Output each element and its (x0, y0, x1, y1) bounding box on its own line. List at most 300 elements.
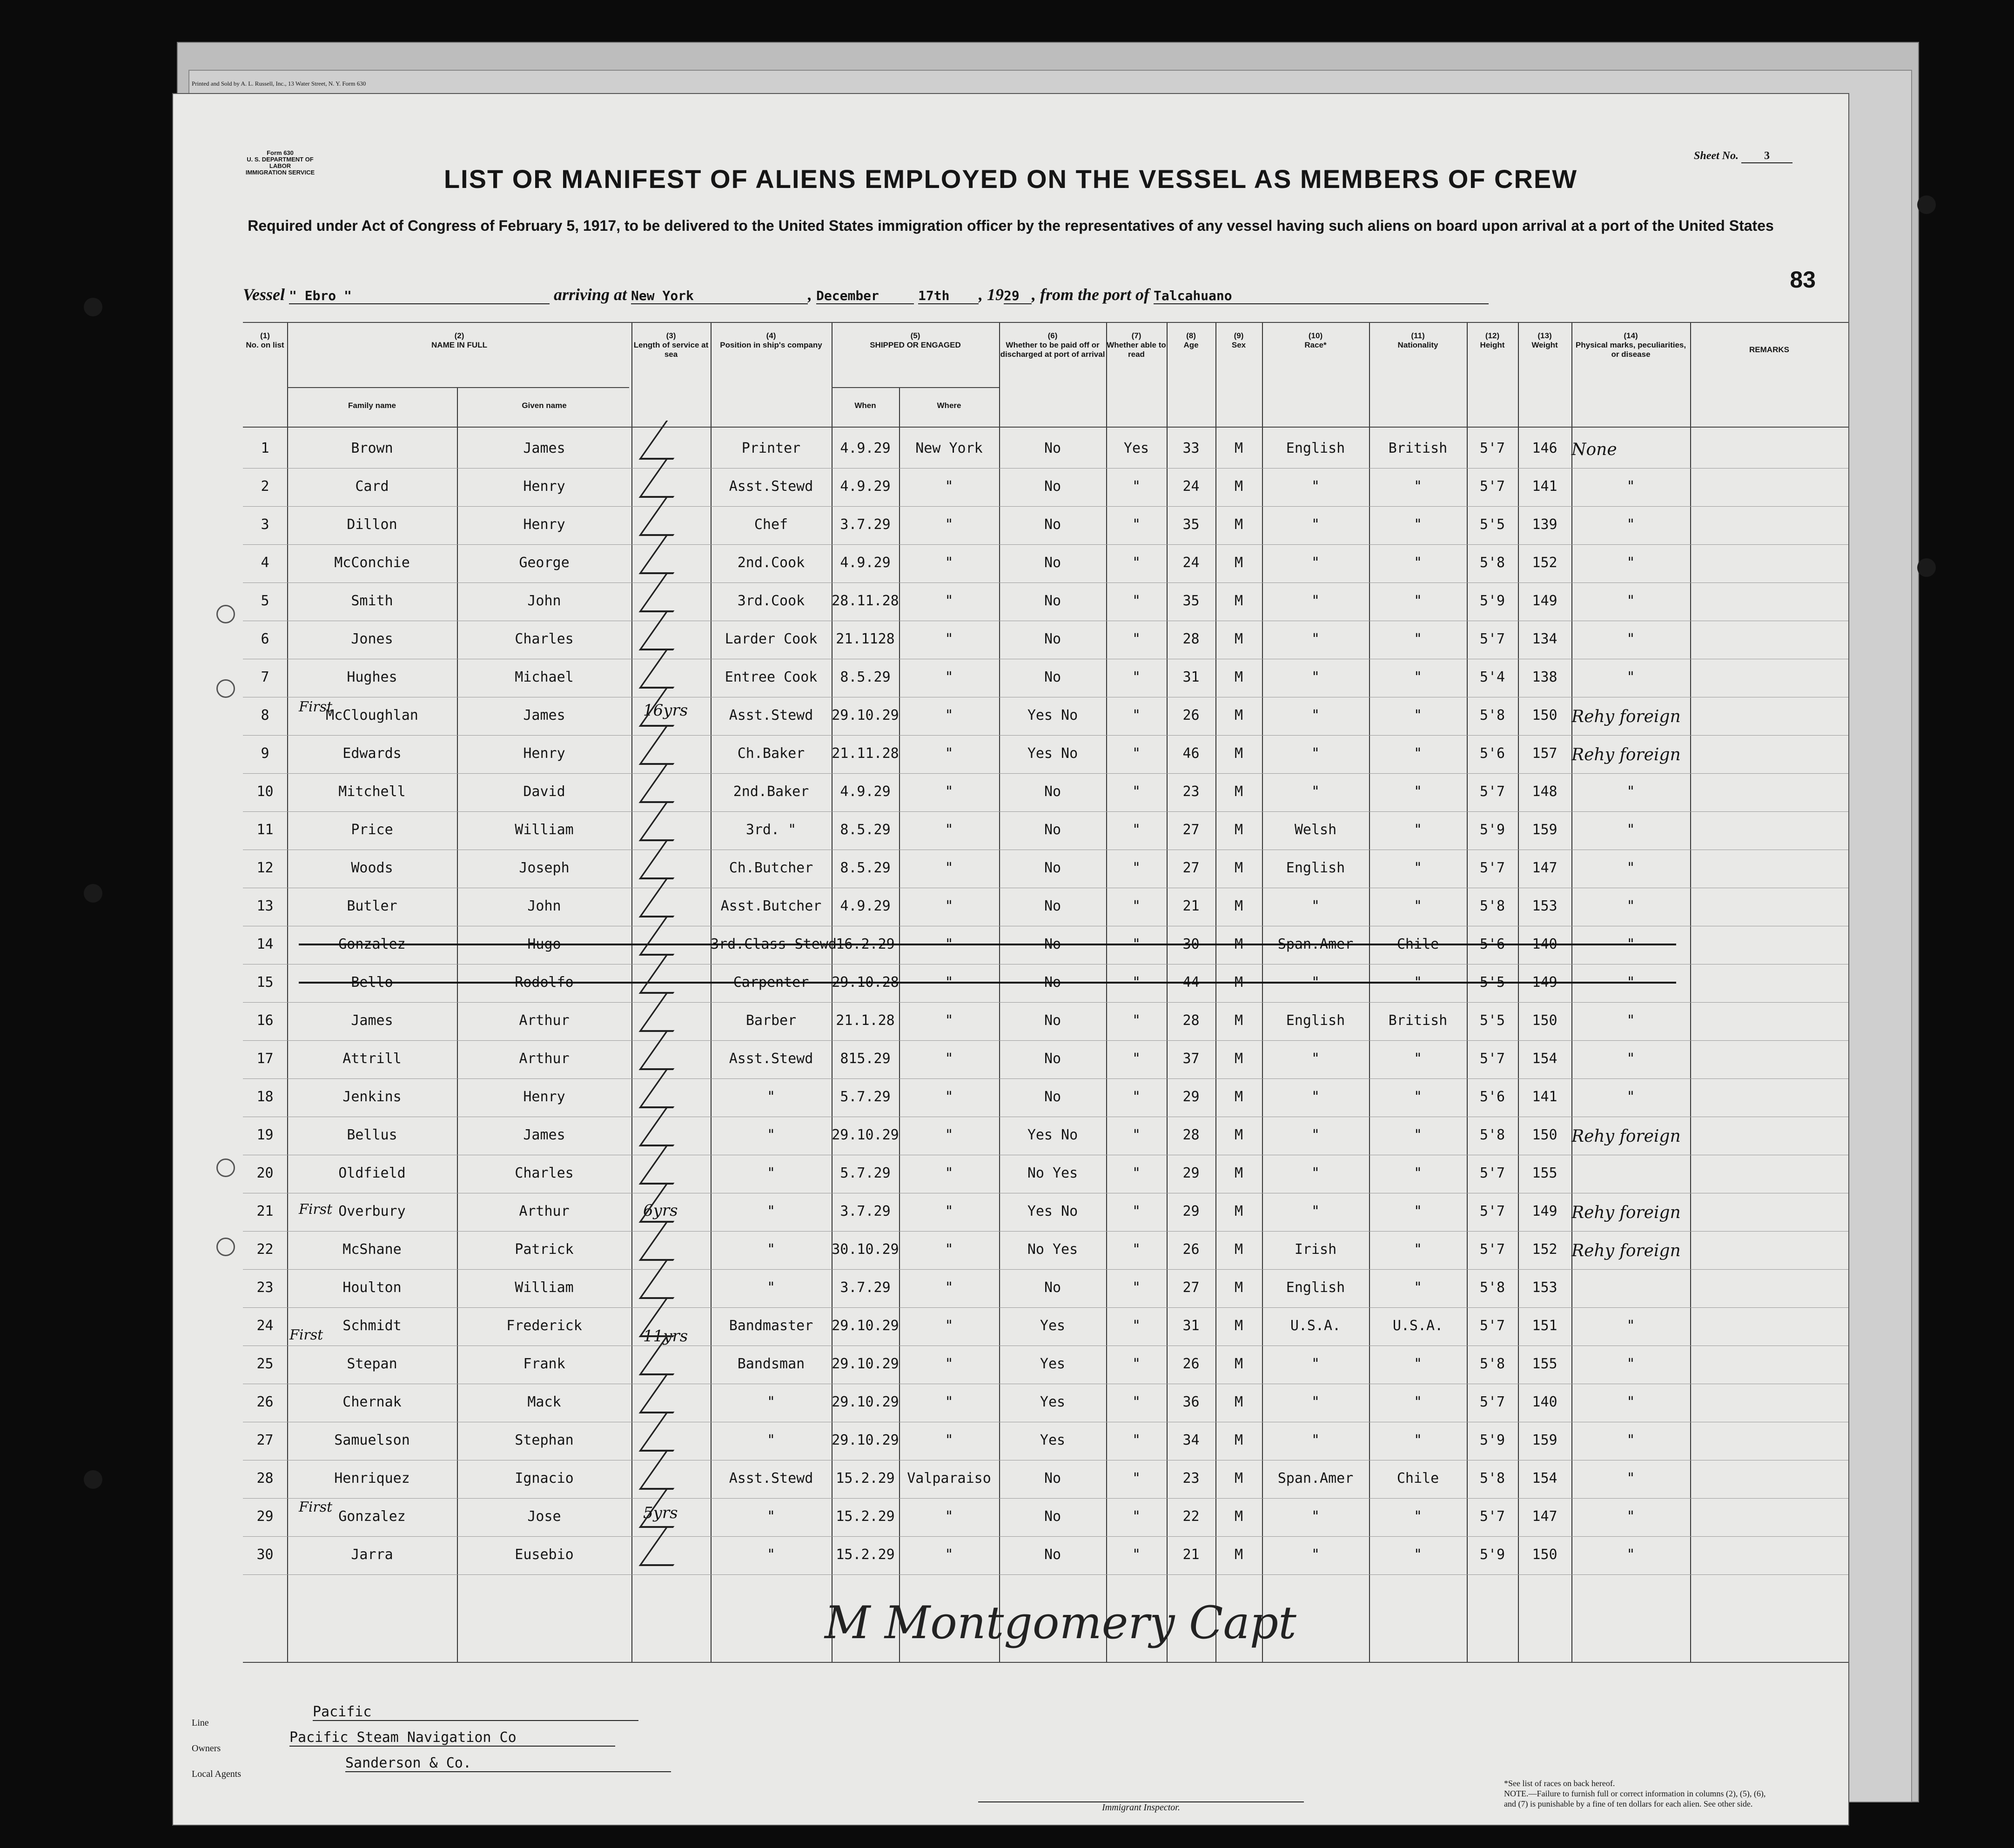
row-number-cell: 14 (256, 936, 274, 952)
first-mark-19: First (299, 1201, 333, 1218)
col-header-height: (12) Height (1480, 331, 1505, 349)
weight-cell: 150 (1532, 1547, 1557, 1563)
paid-off-cell: No (1044, 1089, 1061, 1105)
table-row (243, 735, 1848, 774)
sex-cell: M (1234, 1051, 1243, 1067)
weight-cell: 146 (1532, 440, 1557, 456)
able-to-read-cell: " (1132, 1432, 1141, 1448)
row-number-cell: 9 (261, 745, 269, 762)
age-cell: 46 (1182, 745, 1200, 762)
shipped-where-cell: " (945, 1508, 953, 1525)
shipped-when-cell: 29.10.28 (832, 974, 899, 991)
race-cell: " (1311, 1203, 1320, 1219)
physical-marks-cell: " (1626, 1432, 1635, 1448)
paid-off-cell: No (1044, 936, 1061, 952)
physical-marks-cell: " (1626, 1012, 1635, 1029)
page-number: 83 (1790, 267, 1816, 293)
age-cell: 27 (1182, 860, 1200, 876)
paid-off-cell: No (1044, 593, 1061, 609)
footnote-penalty: NOTE.—Failure to furnish full or correct information in columns (2), (5), (6), and (7) is punishable by a fine of ten dollars for each alien. See other side. (1504, 1789, 1766, 1808)
family-name-cell: Henriquez (334, 1470, 410, 1486)
shipped-where-cell: " (945, 860, 953, 876)
position-cell: " (766, 1547, 776, 1563)
able-to-read-cell: Yes (1123, 440, 1149, 456)
physical-marks-cell: " (1626, 631, 1635, 647)
vessel-label: Vessel (243, 285, 285, 304)
arrival-day: 17th (918, 288, 979, 304)
physical-marks-cell: " (1626, 669, 1635, 685)
col-header-given: Given name (522, 401, 567, 410)
shipped-when-cell: 29.10.29 (832, 1432, 899, 1448)
age-cell: 24 (1182, 478, 1200, 495)
position-cell: " (766, 1241, 776, 1258)
row-number-cell: 12 (256, 860, 274, 876)
sex-cell: M (1234, 631, 1243, 647)
shipped-when-cell: 29.10.29 (832, 707, 899, 723)
row-number-cell: 25 (256, 1356, 274, 1372)
given-name-cell: William (515, 1279, 574, 1296)
able-to-read-cell: " (1132, 478, 1141, 495)
weight-cell: 149 (1532, 593, 1557, 609)
given-name-cell: Joseph (519, 860, 570, 876)
height-cell: 5'7 (1479, 440, 1505, 456)
nationality-cell: Chile (1396, 936, 1439, 952)
race-cell: " (1311, 745, 1320, 762)
col-header-age: (8) Age (1183, 331, 1199, 349)
able-to-read-cell: " (1132, 1241, 1141, 1258)
physical-marks-cell: " (1626, 1089, 1635, 1105)
shipped-where-cell: " (945, 1547, 953, 1563)
row-number-cell: 20 (256, 1165, 274, 1181)
row-number-cell: 30 (256, 1547, 274, 1563)
table-row (243, 1231, 1848, 1270)
shipped-when-cell: 30.10.29 (832, 1241, 899, 1258)
paid-off-cell: No (1044, 1012, 1061, 1029)
punch-hole (1917, 558, 1936, 577)
arriving-label: arriving at (554, 285, 627, 304)
paid-off-cell: No (1044, 555, 1061, 571)
age-cell: 31 (1182, 1318, 1200, 1334)
race-cell: " (1311, 1051, 1320, 1067)
nationality-cell: " (1413, 860, 1423, 876)
height-cell: 5'6 (1479, 745, 1505, 762)
shipped-where-cell: " (945, 1127, 953, 1143)
age-cell: 28 (1182, 631, 1200, 647)
shipped-when-cell: 8.5.29 (840, 669, 891, 685)
shipped-where-cell: " (945, 707, 953, 723)
family-name-cell: Bellus (347, 1127, 397, 1143)
table-row (243, 621, 1848, 659)
race-cell: " (1311, 1356, 1320, 1372)
family-name-cell: Samuelson (334, 1432, 410, 1448)
given-name-cell: James (523, 440, 565, 456)
row-number-cell: 7 (261, 669, 269, 685)
given-name-cell: Ignacio (515, 1470, 574, 1486)
nationality-cell: " (1413, 1127, 1423, 1143)
nationality-cell: " (1413, 783, 1423, 800)
position-cell: " (766, 1165, 776, 1181)
table-row (243, 1117, 1848, 1155)
able-to-read-cell: " (1132, 974, 1141, 991)
position-cell: Carpenter (733, 974, 809, 991)
paid-off-cell: No (1044, 1051, 1061, 1067)
nationality-cell: " (1413, 1547, 1423, 1563)
paid-off-cell: Yes (1040, 1356, 1066, 1372)
col-header-weight: (13) Weight (1531, 331, 1558, 349)
paid-off-cell: No (1044, 860, 1061, 876)
physical-marks-cell: " (1626, 1318, 1635, 1334)
binder-ring (216, 1158, 235, 1177)
sex-cell: M (1234, 974, 1243, 991)
shipped-where-cell: " (945, 478, 953, 495)
height-cell: 5'8 (1479, 555, 1505, 571)
position-cell: 2nd.Baker (733, 783, 809, 800)
row-number-cell: 28 (256, 1470, 274, 1486)
given-name-cell: Frederick (506, 1318, 582, 1334)
race-cell: " (1311, 669, 1320, 685)
race-cell: English (1286, 860, 1345, 876)
position-cell: Ch.Butcher (729, 860, 813, 876)
nationality-cell: Chile (1396, 1470, 1439, 1486)
family-name-cell: Schmidt (342, 1318, 402, 1334)
paid-off-cell: No (1044, 1508, 1061, 1525)
given-name-cell: William (515, 822, 574, 838)
family-name-cell: James (351, 1012, 393, 1029)
paid-off-cell: No (1044, 478, 1061, 495)
shipped-where-cell: " (945, 974, 953, 991)
row-number-cell: 19 (256, 1127, 274, 1143)
weight-cell: 154 (1532, 1470, 1557, 1486)
from-label: from the port of (1040, 285, 1150, 304)
footnotes (1504, 1778, 1774, 1809)
age-cell: 35 (1182, 593, 1200, 609)
col-header-remarks: REMARKS (1749, 345, 1789, 354)
able-to-read-cell: " (1132, 631, 1141, 647)
race-cell: " (1311, 516, 1320, 533)
age-cell: 29 (1182, 1089, 1200, 1105)
position-cell: Bandmaster (729, 1318, 813, 1334)
height-cell: 5'8 (1479, 1470, 1505, 1486)
family-name-cell: Chernak (342, 1394, 402, 1410)
weight-cell: 152 (1532, 555, 1557, 571)
inspector-line: Immigrant Inspector. (978, 1801, 1304, 1813)
family-name-cell: Bello (351, 974, 393, 991)
form-number: Form 630 (267, 149, 294, 156)
race-cell: " (1311, 898, 1320, 914)
height-cell: 5'9 (1479, 822, 1505, 838)
position-cell: Bandsman (737, 1356, 805, 1372)
vessel-line: Vessel " Ebro " arriving at New York , December 17th , 1929 , from the port of Talcahuano (243, 285, 1834, 304)
age-cell: 26 (1182, 1241, 1200, 1258)
physical-marks-cell: " (1626, 1470, 1635, 1486)
weight-cell: 150 (1532, 1127, 1557, 1143)
able-to-read-cell: " (1132, 669, 1141, 685)
family-name-cell: Hughes (347, 669, 397, 685)
given-name-cell: Rodolfo (515, 974, 574, 991)
nationality-cell: " (1413, 1241, 1423, 1258)
weight-cell: 139 (1532, 516, 1557, 533)
row-number-cell: 10 (256, 783, 274, 800)
sex-cell: M (1234, 1165, 1243, 1181)
position-cell: 2nd.Cook (737, 555, 805, 571)
able-to-read-cell: " (1132, 1470, 1141, 1486)
race-cell: Irish (1294, 1241, 1337, 1258)
family-name-cell: Gonzalez (338, 936, 406, 952)
departure-port: Talcahuano (1154, 288, 1489, 304)
given-name-cell: Mack (527, 1394, 561, 1410)
shipped-when-cell: 3.7.29 (840, 1279, 891, 1296)
paid-off-cell: Yes No (1027, 1127, 1078, 1143)
able-to-read-cell: " (1132, 707, 1141, 723)
year-label: 19 (987, 285, 1004, 304)
weight-cell: 155 (1532, 1356, 1557, 1372)
service-note-8: 16yrs (643, 701, 688, 720)
col-header-marks: (14) Physical marks, peculiarities, or disease (1575, 331, 1686, 359)
physical-marks-cell: Rehy foreign (1571, 745, 1681, 764)
given-name-cell: Charles (515, 1165, 574, 1181)
weight-cell: 134 (1532, 631, 1557, 647)
race-cell: " (1311, 783, 1320, 800)
sex-cell: M (1234, 1356, 1243, 1372)
shipped-where-cell: " (945, 1318, 953, 1334)
shipped-when-cell: 815.29 (840, 1051, 891, 1067)
paid-off-cell: Yes (1040, 1394, 1066, 1410)
position-cell: Ch.Baker (737, 745, 805, 762)
age-cell: 44 (1182, 974, 1200, 991)
race-cell: " (1311, 1508, 1320, 1525)
shipped-where-cell: " (945, 1432, 953, 1448)
owners-label: Owners (192, 1743, 221, 1754)
shipped-when-cell: 29.10.29 (832, 1127, 899, 1143)
row-number-cell: 24 (256, 1318, 274, 1334)
sheet-number (1694, 150, 1792, 163)
able-to-read-cell: " (1132, 745, 1141, 762)
col-header-where: Where (937, 401, 961, 410)
age-cell: 28 (1182, 1127, 1200, 1143)
physical-marks-cell: " (1626, 1547, 1635, 1563)
weight-cell: 150 (1532, 707, 1557, 723)
shipped-where-cell: " (945, 669, 953, 685)
shipped-where-cell: " (945, 1241, 953, 1258)
height-cell: 5'8 (1479, 707, 1505, 723)
table-row (243, 1346, 1848, 1384)
shipped-where-cell: " (945, 745, 953, 762)
weight-cell: 149 (1532, 1203, 1557, 1219)
given-name-cell: Henry (523, 1089, 565, 1105)
position-cell: " (766, 1089, 776, 1105)
race-cell: English (1286, 440, 1345, 456)
able-to-read-cell: " (1132, 1279, 1141, 1296)
age-cell: 36 (1182, 1394, 1200, 1410)
weight-cell: 153 (1532, 898, 1557, 914)
line-value: Pacific (313, 1704, 638, 1721)
nationality-cell: " (1413, 1508, 1423, 1525)
nationality-cell: " (1413, 478, 1423, 495)
table-row (243, 430, 1848, 469)
page-title: LIST OR MANIFEST OF ALIENS EMPLOYED ON THE VESSEL AS MEMBERS OF CREW (443, 164, 1578, 194)
race-cell: " (1311, 1089, 1320, 1105)
position-cell: Printer (741, 440, 801, 456)
race-cell: Span.Amer (1277, 936, 1354, 952)
first-mark-22: First (289, 1327, 323, 1343)
nationality-cell: " (1413, 707, 1423, 723)
family-name-cell: Jones (351, 631, 393, 647)
shipped-when-cell: 21.1.28 (836, 1012, 895, 1029)
sex-cell: M (1234, 593, 1243, 609)
race-cell: Span.Amer (1277, 1470, 1354, 1486)
weight-cell: 149 (1532, 974, 1557, 991)
given-name-cell: John (527, 593, 561, 609)
able-to-read-cell: " (1132, 1127, 1141, 1143)
paid-off-cell: No (1044, 1470, 1061, 1486)
age-cell: 27 (1182, 822, 1200, 838)
vessel-name: " Ebro " (289, 288, 550, 304)
sex-cell: M (1234, 745, 1243, 762)
race-cell: " (1311, 1394, 1320, 1410)
physical-marks-cell: " (1626, 593, 1635, 609)
age-cell: 30 (1182, 936, 1200, 952)
height-cell: 5'7 (1479, 1203, 1505, 1219)
position-cell: " (766, 1508, 776, 1525)
line-label: Line (192, 1718, 209, 1728)
age-cell: 29 (1182, 1165, 1200, 1181)
height-cell: 5'7 (1479, 860, 1505, 876)
position-cell: Asst.Butcher (720, 898, 822, 914)
punch-hole (84, 884, 102, 903)
nationality-cell: British (1388, 440, 1448, 456)
paid-off-cell: No (1044, 822, 1061, 838)
able-to-read-cell: " (1132, 1547, 1141, 1563)
family-name-cell: Smith (351, 593, 393, 609)
able-to-read-cell: " (1132, 822, 1141, 838)
weight-cell: 153 (1532, 1279, 1557, 1296)
weight-cell: 157 (1532, 745, 1557, 762)
shipped-where-cell: " (945, 1051, 953, 1067)
height-cell: 5'7 (1479, 1165, 1505, 1181)
age-cell: 21 (1182, 1547, 1200, 1563)
position-cell: " (766, 1432, 776, 1448)
shipped-where-cell: " (945, 516, 953, 533)
sex-cell: M (1234, 1012, 1243, 1029)
nationality-cell: " (1413, 555, 1423, 571)
row-number-cell: 21 (256, 1203, 274, 1219)
table-row (243, 773, 1848, 812)
height-cell: 5'7 (1479, 1508, 1505, 1525)
row-number-cell: 1 (261, 440, 269, 456)
race-cell: " (1311, 974, 1320, 991)
first-mark-27: First (299, 1499, 333, 1515)
shipped-when-cell: 4.9.29 (840, 478, 891, 495)
table-row (243, 1155, 1848, 1193)
given-name-cell: David (523, 783, 565, 800)
family-name-cell: Oldfield (338, 1165, 406, 1181)
punch-hole (84, 298, 102, 316)
family-name-cell: Woods (351, 860, 393, 876)
table-row (243, 506, 1848, 545)
service-label: IMMIGRATION SERVICE (245, 169, 315, 176)
footnote-races: *See list of races on back hereof. (1504, 1779, 1615, 1788)
shipped-where-cell: " (945, 936, 953, 952)
shipped-when-cell: 29.10.29 (832, 1394, 899, 1410)
given-name-cell: Arthur (519, 1203, 570, 1219)
family-name-cell: Houlton (342, 1279, 402, 1296)
nationality-cell: " (1413, 631, 1423, 647)
family-name-cell: Brown (351, 440, 393, 456)
shipped-when-cell: 8.5.29 (840, 822, 891, 838)
given-name-cell: Arthur (519, 1012, 570, 1029)
weight-cell: 150 (1532, 1012, 1557, 1029)
weight-cell: 147 (1532, 1508, 1557, 1525)
table-row (243, 697, 1848, 736)
nationality-cell: British (1388, 1012, 1448, 1029)
race-cell: " (1311, 1432, 1320, 1448)
sheet-value: 3 (1741, 150, 1792, 163)
physical-marks-cell: " (1626, 860, 1635, 876)
shipped-when-cell: 15.2.29 (836, 1508, 895, 1525)
given-name-cell: Stephan (515, 1432, 574, 1448)
race-cell: " (1311, 1127, 1320, 1143)
family-name-cell: McConchie (334, 555, 410, 571)
physical-marks-cell: " (1626, 478, 1635, 495)
height-cell: 5'9 (1479, 1547, 1505, 1563)
punch-hole (84, 1470, 102, 1489)
position-cell: Asst.Stewd (729, 478, 813, 495)
position-cell: Chef (754, 516, 788, 533)
table-row (243, 811, 1848, 850)
shipped-when-cell: 5.7.29 (840, 1089, 891, 1105)
able-to-read-cell: " (1132, 555, 1141, 571)
paid-off-cell: No (1044, 974, 1061, 991)
row-number-cell: 8 (261, 707, 269, 723)
table-row (243, 888, 1848, 926)
weight-cell: 138 (1532, 669, 1557, 685)
shipped-when-cell: 29.10.29 (832, 1356, 899, 1372)
row-number-cell: 26 (256, 1394, 274, 1410)
sex-cell: M (1234, 1089, 1243, 1105)
paid-off-cell: Yes No (1027, 1203, 1078, 1219)
physical-marks-cell: " (1626, 1508, 1635, 1525)
family-name-cell: Jenkins (342, 1089, 402, 1105)
position-cell: " (766, 1203, 776, 1219)
height-cell: 5'9 (1479, 593, 1505, 609)
col-header-race: (10) Race* (1304, 331, 1327, 349)
table-row (243, 1002, 1848, 1041)
able-to-read-cell: " (1132, 1318, 1141, 1334)
age-cell: 34 (1182, 1432, 1200, 1448)
strike-through-line (299, 982, 1676, 984)
age-cell: 21 (1182, 898, 1200, 914)
height-cell: 5'9 (1479, 1432, 1505, 1448)
height-cell: 5'5 (1479, 516, 1505, 533)
family-name-cell: Edwards (342, 745, 402, 762)
paid-off-cell: Yes (1040, 1432, 1066, 1448)
given-name-cell: Frank (523, 1356, 565, 1372)
paid-off-cell: Yes (1040, 1318, 1066, 1334)
age-cell: 23 (1182, 1470, 1200, 1486)
family-name-cell: Card (355, 478, 389, 495)
row-number-cell: 5 (261, 593, 269, 609)
weight-cell: 159 (1532, 822, 1557, 838)
shipped-where-cell: " (945, 1012, 953, 1029)
height-cell: 5'7 (1479, 478, 1505, 495)
given-name-cell: Arthur (519, 1051, 570, 1067)
owners-value: Pacific Steam Navigation Co (289, 1729, 615, 1747)
paid-off-cell: No (1044, 783, 1061, 800)
weight-cell: 141 (1532, 478, 1557, 495)
able-to-read-cell: " (1132, 1165, 1141, 1181)
table-row (243, 926, 1848, 964)
table-row (243, 1422, 1848, 1460)
